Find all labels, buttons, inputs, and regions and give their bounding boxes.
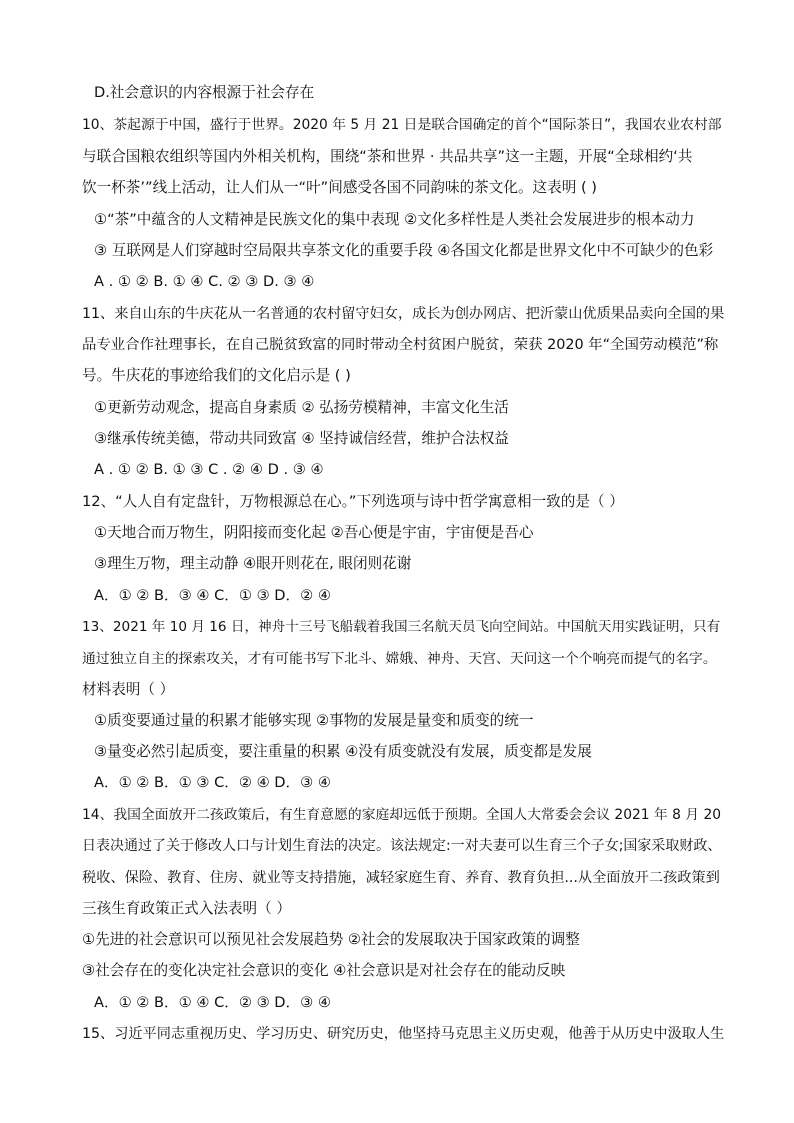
q13-statements-3-4: ③量变必然引起质变，要注重量的积累 ④没有质变就没有发展，质变都是发展 xyxy=(94,743,592,760)
q14-statements-3-4: ③社会存在的变化决定社会意识的变化 ④社会意识是对社会存在的能动反映 xyxy=(82,962,566,979)
q11-statements-3-4: ③继承传统美德，带动共同致富 ④ 坚持诚信经营，维护合法权益 xyxy=(94,430,509,447)
q14-stem-line-3: 税收、保险、教育、住房、就业等支持措施，减轻家庭生育、养育、教育负担...从全面放开二孩政策到 xyxy=(82,870,720,886)
q11-stem-line-1: 11、来自山东的牛庆花从一名普通的农村留守妇女，成长为创办网店、把沂蒙山优质果品卖向全国的果 xyxy=(82,306,725,322)
q13-statements-1-2: ①质变要通过量的积累才能够实现 ②事物的发展是量变和质变的统一 xyxy=(94,712,534,729)
q14-stem-line-1: 14、我国全面放开二孩政策后，有生育意愿的家庭却远低于预期。全国人大常委会会议 2021 年 8 月 20 xyxy=(82,807,722,823)
q10-stem-line-2: 与联合国粮农组织等国内外相关机构，围绕“茶和世界 · 共品共享”这一主题，开展“全球相约‘共 xyxy=(82,148,693,165)
q10-choices: A . ① ② B. ① ④ C. ② ③ D. ③ ④ xyxy=(94,273,315,290)
q14-stem-line-4: 三孩生育政策正式入法表明（ ） xyxy=(82,900,291,917)
q14-statements-1-2: ①先进的社会意识可以预见社会发展趋势 ②社会的发展取决于国家政策的调整 xyxy=(82,931,580,948)
q13-choices: A．① ② B．① ③ C．② ④ D．③ ④ xyxy=(94,774,331,791)
q12-statements-1-2: ①天地合而万物生，阴阳接而变化起 ②吾心便是宇宙，宇宙便是吾心 xyxy=(94,524,534,541)
q9-option-d: D.社会意识的内容根源于社会存在 xyxy=(94,84,315,101)
q12-stem: 12、“人人自有定盘针，万物根源总在心。”下列选项与诗中哲学寓意相一致的是（ ） xyxy=(82,493,624,510)
q13-stem-line-2: 通过独立自主的探索攻关，才有可能书写下北斗、嫦娥、神舟、天宫、天问这一个个响亮而提气的名字。 xyxy=(82,651,717,667)
q10-statements-1-2: ①“茶”中蕴含的人文精神是民族文化的集中表现 ②文化多样性是人类社会发展进步的根本动力 xyxy=(94,211,695,228)
q10-statements-3-4: ③ 互联网是人们穿越时空局限共享茶文化的重要手段 ④各国文化都是世界文化中不可缺少的色彩 xyxy=(94,242,714,259)
q10-stem-line-3: 饮一杯茶’”线上活动，让人们从一“叶”间感受各国不同韵味的茶文化。这表明 ( ) xyxy=(82,179,597,196)
q11-choices: A . ① ② B. ① ③ C . ② ④ D . ③ ④ xyxy=(94,461,324,478)
q13-stem-line-1: 13、2021 年 10 月 16 日，神舟十三号飞船载着我国三名航天员飞向空间站。中国航天用实践证明，只有 xyxy=(82,619,721,635)
q15-stem-line-1: 15、习近平同志重视历史、学习历史、研究历史，他坚持马克思主义历史观，他善于从历史中汲取人生 xyxy=(82,1026,725,1042)
q14-choices: A．① ② B．① ④ C．② ③ D．③ ④ xyxy=(94,994,331,1011)
q12-statements-3-4: ③理生万物，理主动静 ④眼开则花在, 眼闭则花谢 xyxy=(94,555,412,572)
q11-statements-1-2: ①更新劳动观念，提高自身素质 ② 弘扬劳模精神，丰富文化生活 xyxy=(94,399,509,416)
q12-choices: A．① ② B．③ ④ C．① ③ D．② ④ xyxy=(94,587,331,604)
q13-stem-line-3: 材料表明（ ） xyxy=(82,681,175,698)
q14-stem-line-2: 日表决通过了关于修改人口与计划生育法的决定。该法规定:一对夫妻可以生育三个子女;国家采取财政、 xyxy=(82,838,722,854)
q11-stem-line-2: 品专业合作社理事长，在自己脱贫致富的同时带动全村贫困户脱贫，荣获 2020 年“全国劳动模范”称 xyxy=(82,337,719,353)
q11-stem-line-3: 号。牛庆花的事迹给我们的文化启示是 ( ) xyxy=(82,367,351,384)
q10-stem-line-1: 10、茶起源于中国，盛行于世界。2020 年 5 月 21 日是联合国确定的首个“国际茶日”，我国农业农村部 xyxy=(82,117,722,133)
